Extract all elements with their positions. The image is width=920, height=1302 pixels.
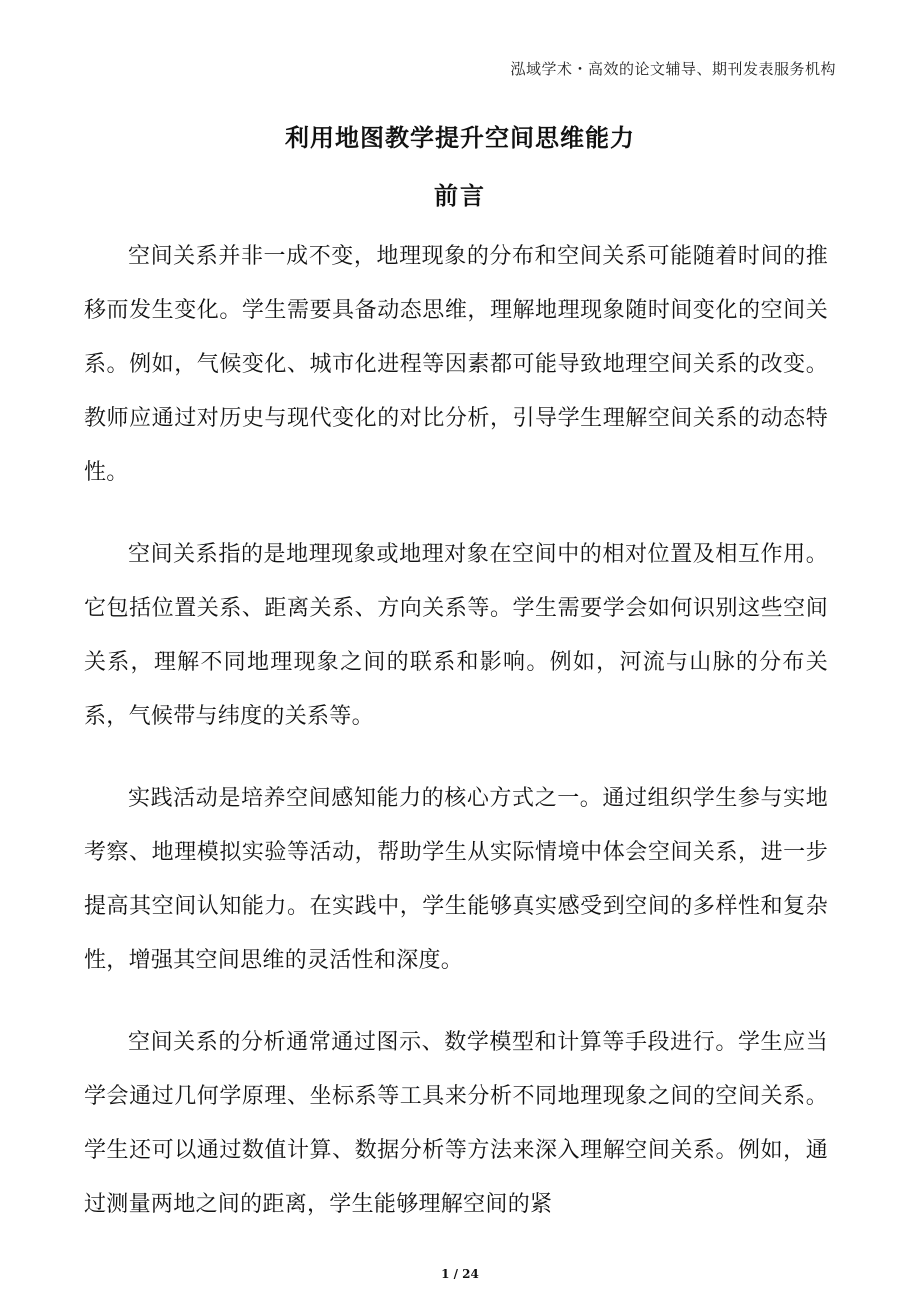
paragraph: 空间关系指的是地理现象或地理对象在空间中的相对位置及相互作用。它包括位置关系、距离关系、方向关系等。学生需要学会如何识别这些空间关系，理解不同地理现象之间的联系和影响。例如，河流与山脉的分布关系，气候带与纬度的关系等。 (84, 542, 828, 729)
paragraph: 实践活动是培养空间感知能力的核心方式之一。通过组织学生参与实地考察、地理模拟实验等活动，帮助学生从实际情境中体会空间关系，进一步提高其空间认知能力。在实践中，学生能够真实感受到空间的多样性和复杂性，增强其空间思维的灵活性和深度。 (84, 786, 828, 973)
paragraph: 空间关系并非一成不变，地理现象的分布和空间关系可能随着时间的推移而发生变化。学生需要具备动态思维，理解地理现象随时间变化的空间关系。例如，气候变化、城市化进程等因素都可能导致地理空间关系的改变。教师应通过对历史与现代变化的对比分析，引导学生理解空间关系的动态特性。 (84, 244, 828, 485)
page-number: 1 / 24 (441, 1267, 479, 1281)
header-note: 泓域学术・高效的论文辅导、期刊发表服务机构 (510, 60, 836, 78)
paragraph: 空间关系的分析通常通过图示、数学模型和计算等手段进行。学生应当学会通过几何学原理、坐标系等工具来分析不同地理现象之间的空间关系。学生还可以通过数值计算、数据分析等方法来深入理解空间关系。例如，通过测量两地之间的距离，学生能够理解空间的紧 (84, 1030, 828, 1217)
section-heading: 前言 (434, 182, 486, 210)
document-body (84, 230, 828, 1260)
document-title: 利用地图教学提升空间思维能力 (285, 124, 635, 152)
